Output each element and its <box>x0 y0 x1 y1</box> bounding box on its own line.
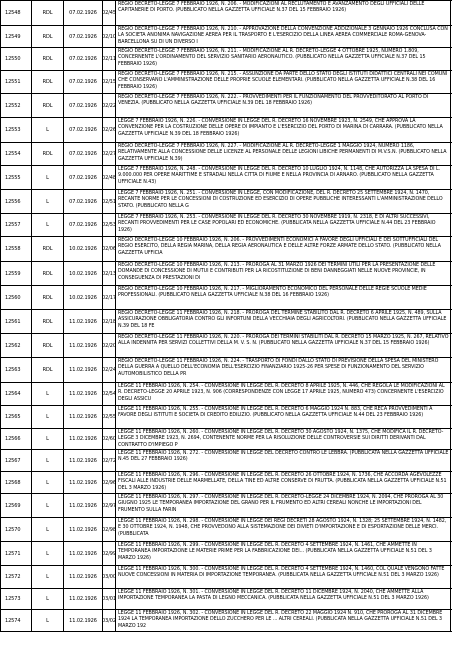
record-number: 12553 <box>0 118 32 142</box>
act-reference: 02/45 <box>103 1 116 25</box>
act-type: L <box>32 118 64 142</box>
act-type: RDL <box>32 334 64 357</box>
act-type: L <box>32 472 64 493</box>
table-row[interactable] <box>0 334 452 358</box>
table-row[interactable] <box>0 383 452 406</box>
table-row[interactable] <box>0 518 452 542</box>
act-reference: 02/18 <box>103 310 116 333</box>
act-reference: 02/51 <box>103 190 116 213</box>
act-reference: 02/98 <box>103 518 116 541</box>
record-number: 12549 <box>0 26 32 47</box>
act-date: 11.02.1926 <box>64 334 103 357</box>
act-description: LEGGE 11 FEBBRAIO 1926, N. 302. - CONVERSIONE IN LEGGE DEL R. DECRETO 22 MAGGIO 1924 N. 910, CHE PROROGA AL 31 DICEMBRE 1924 LA TEMPORANEA IMPORTAZIONE DELLO ZUCCHERO PER LE ... ALTRI CEREALI. (PUBBLICATA NELLA GAZZETTA UFFICIALE N.51 DEL 3 MARZO 192 <box>116 610 451 631</box>
act-type: RDL <box>32 48 64 70</box>
record-number: 12555 <box>0 166 32 189</box>
record-number: 12562 <box>0 334 32 357</box>
act-date: 11.02.1926 <box>64 383 103 405</box>
act-description: LEGGE 7 FEBBRAIO 1926, N. 248. - CONVERSIONE IN LEGGE DEL R. DECRETO 10 LUGLIO 1924, N. 1148, CHE AUTORIZZA LA SPESA DI L. 9.000.000 PER OPERE MARITTIME E STRADALI NELLA CITTA DI FIUME E NELLA PROVINCIA DI ARNARO. (PUBBLICATO NELLA GAZZETTA UFFICIALE N.43) <box>116 166 451 189</box>
record-number: 12565 <box>0 406 32 428</box>
act-reference: 02/99 <box>103 542 116 565</box>
act-type: RDL <box>32 358 64 382</box>
act-date: 11.02.1926 <box>64 310 103 333</box>
act-description: REGIO DECRETO-LEGGE 7 FEBBRAIO 1926, N. 210. - APPROVAZIONE DELLA CONVENZIONE ADDIZIONALE 3 GENNAIO 1926 CONCLUSA CON LA SOCIETA ANONIMA NAVIGAZIONE AEREA PER IL TRASPORTO E L'ESERCIZIO DELLA LINEA AEREA COMMERCIALE ROMA-GENOVA-BARCELLONA SU DI UN DIVERSO I <box>116 26 451 47</box>
act-reference: 02/20 <box>103 334 116 357</box>
act-type: L <box>32 450 64 471</box>
act-type: RDL <box>32 143 64 165</box>
table-row[interactable] <box>0 118 452 143</box>
act-date: 07.02.1926 <box>64 143 103 165</box>
record-number: 12556 <box>0 190 32 213</box>
act-description: LEGGE 11 FEBBRAIO 1926, N. 298. - CONVERSIONE IN LEGGE DEI REGI DECRETI 28 AGOSTO 1924, N. 1328; 25 SETTEMBRE 1924, N. 1482, E 30 OTTOBRE 1924, N. 1948, CHE PROVVEDONO ALLA SISTEMAZIONE DEI DIVIETI D'IMPORTAZIONE E DI ESPORTAZIONE DELLE MERCI. (PUBBLICATA <box>116 518 451 541</box>
table-row[interactable] <box>0 71 452 94</box>
act-type: L <box>32 589 64 609</box>
act-type: RDL <box>32 286 64 309</box>
record-number: 12564 <box>0 383 32 405</box>
act-date: 11.02.1926 <box>64 358 103 382</box>
record-number: 12554 <box>0 143 32 165</box>
table-row[interactable] <box>0 610 452 632</box>
act-type: RDL <box>32 1 64 25</box>
act-description: REGIO DECRETO-LEGGE 10 FEBBRAIO 1926, N. 213. - PROROGA AL 31 MARZO 1926 DEI TERMINI UTILI PER LA PRESENTAZIONE DELLE DOMANDE DI CONCESSIONE DI MUTUI E CONTRIBUTI PER LA RICOSTITUZIONE DI BENI DANNEGGIATI NELLE NUOVE PROVINCIE, IN CONSEGUENZA DI PRESTAZIONI DI <box>116 262 451 285</box>
act-reference: 02/55 <box>103 406 116 428</box>
table-row[interactable] <box>0 406 452 429</box>
record-number: 12558 <box>0 237 32 261</box>
act-type: L <box>32 190 64 213</box>
record-number: 12566 <box>0 429 32 449</box>
act-date: 07.02.1926 <box>64 71 103 93</box>
act-date: 07.02.1926 <box>64 1 103 25</box>
table-row[interactable] <box>0 166 452 190</box>
act-date: 07.02.1926 <box>64 166 103 189</box>
act-date: 07.02.1926 <box>64 190 103 213</box>
act-description: LEGGE 7 FEBBRAIO 1926, N. 253. - CONVERSIONE IN LEGGE DEL R. DECRETO 30 NOVEMBRE 1919, N. 2318, E DI ALTRI SUCCESSIVI, RECANTI PROVVEDIMENTI PER LE CASE POPOLARI ED ECONOMICHE. (PUBBLICATA NELLA GAZZETTA UFFICIALE N.44 DEL 23 FEBBRAIO 1926) <box>116 214 451 236</box>
act-description: REGIO DECRETO-LEGGE 11 FEBBRAIO 1926, N. 220. - PROROGA DEI TERMINI STABILITI DAL R. DECRETO 15 MARZO 1925, N. 267, RELATIVO ALLA INDENNITA PER SERVIZI COLLETTIVI DELLA M. V. S. N. (PUBBLICATO NELLA GAZZETTA UFFICIALE N.37 DEL 15 FEBBRAIO 1926) <box>116 334 451 357</box>
act-reference: 02/11 <box>103 48 116 70</box>
table-row[interactable] <box>0 190 452 214</box>
act-type: L <box>32 214 64 236</box>
act-reference: 02/24 <box>103 358 116 382</box>
act-reference: 02/72 <box>103 450 116 471</box>
act-type: L <box>32 383 64 405</box>
act-description: REGIO DECRETO-LEGGE 7 FEBBRAIO 1926, N. 215. - ASSUNZIONE DA PARTE DELLO STATO DEGLI ISTITUTI DIDATTICI CENTRALI NEI COMUNI CHE CONSERVANO L'AMMINISTRAZIONE DELLE PROPRIE SCUOLE ELEMENTARI. (PUBBLICATO NELLA GAZZETTA UFFICIALE N.38 DEL 16 FEBBRAIO 1926) <box>116 71 451 93</box>
table-row[interactable] <box>0 429 452 450</box>
act-description: LEGGE 11 FEBBRAIO 1926, N. 297. - CONVERSIONE IN LEGGE DEL R. DECRETO-LEGGE 24 DICEMBRE 1924, N. 2094, CHE PROROGA AL 30 GIUGNO 1925 LE TEMPORANEA IMPORTAZIONE DEL GRANO PER IL FRUMENTO ED ALTRI CEREALI NONCHE LE IMPORTAZIONI DEL FRUMENTO SULLA FARIN <box>116 494 451 517</box>
act-description: LEGGE 7 FEBBRAIO 1926, N. 251. - CONVERSIONE IN LEGGE, CON MODIFICAZIONE, DEL R. DECRETO 25 SETTEMBRE 1924, N. 1470, RECANTE NORME PER LE CONCESSIONI DI COSTRUZIONE ED ESERCIZIO DI OPERE PUBBLICHE INTERESSANTI L'AMMINISTRAZIONE DELLO STATO. (PUBBLICATO NELLA G <box>116 190 451 213</box>
act-date: 10.02.1926 <box>64 286 103 309</box>
act-description: REGIO DECRETO-LEGGE 10 FEBBRAIO 1926, N. 217. - MIGLIORAMENTO ECONOMICO DEL PERSONALE DELLE REGIE SCUOLE MEDIE PROFESSIONALI. (PUBBLICATO NELLA GAZZETTA UFFICIALE N.38 DEL 16 FEBBRAIO 1926) <box>116 286 451 309</box>
act-reference: 02/27 <box>103 143 116 165</box>
table-row[interactable] <box>0 566 452 589</box>
table-row[interactable] <box>0 472 452 494</box>
act-reference: 02/60 <box>103 429 116 449</box>
record-number: 12573 <box>0 589 32 609</box>
act-date: 10.02.1926 <box>64 262 103 285</box>
act-date: 11.02.1926 <box>64 450 103 471</box>
act-date: 11.02.1926 <box>64 542 103 565</box>
act-description: REGIO DECRETO-LEGGE 7 FEBBRAIO 1926, N. 222. - PROVVEDIMENTI PER IL FUNZIONAMENTO DEL PROVVEDITORATO AL PORTO DI VENEZIA. (PUBBLICATO NELLA GAZZETTA UFFICIALE N.39 DEL 18 FEBBRAIO 1926) <box>116 94 451 117</box>
act-date: 11.02.1926 <box>64 472 103 493</box>
record-number: 12563 <box>0 358 32 382</box>
act-date: 11.02.1926 <box>64 589 103 609</box>
act-reference: 03/00 <box>103 566 116 588</box>
act-description: LEGGE 11 FEBBRAIO 1926, N. 272. - CONVERSIONE IN LEGGE DEL DECRETO CONTRO LE LEBBRA. (PUBBLICATA NELLA GAZZETTA UFFICIALE N.45 DEL 27 FEBBRAIO 1926) <box>116 450 451 471</box>
act-description: LEGGE 11 FEBBRAIO 1926, N. 296. - CONVERSIONE IN LEGGE DEL R. DECRETO 26 OTTOBRE 1924, N. 1736, CHE ACCORDA AGEVOLEZZE FISCALI ALLE INDUSTRIE DELLE MARMELLATE, DELLA TINE ED ALTRE CONSERVE DI FRUTTA. (PUBBLICATA NELLA GAZZETTA UFFICIALE N.51 DEL 3 MARZO 1926) <box>116 472 451 493</box>
act-reference: 03/01 <box>103 589 116 609</box>
act-reference: 02/06 <box>103 237 116 261</box>
act-type: RDL <box>32 94 64 117</box>
record-number: 12557 <box>0 214 32 236</box>
table-row[interactable] <box>0 589 452 610</box>
table-row[interactable] <box>0 262 452 286</box>
act-description: LEGGE 11 FEBBRAIO 1926, N. 301. - CONVERSIONE IN LEGGE DEL R. DECRETO 11 DICEMBRE 1924, N. 2040, CHE AMMETTE ALLA IMPORTAZIONE TEMPORANEA LA PASTA DI LEGNO MECCANICA. (PUBBLICATA NELLA GAZZETTA UFFICIALE N.51 DEL 3 MARZO 1926) <box>116 589 451 609</box>
act-date: 07.02.1926 <box>64 26 103 47</box>
act-description: LEGGE 11 FEBBRAIO 1926, N. 299. - CONVERSIONE IN LEGGE DEL R. DECRETO 4 SETTEMBRE 1924, N. 1461, CHE AMMETTE IN TEMPORANEA IMPORTAZIONE LE MATERIE PRIME PER LA FABBRICAZIONE DEI... (PUBBLICATA NELLA GAZZETTA UFFICIALE N.51 DEL 3 MARZO 1926) <box>116 542 451 565</box>
table-row[interactable] <box>0 214 452 237</box>
record-number: 12574 <box>0 610 32 631</box>
table-row[interactable] <box>0 450 452 472</box>
table-row[interactable] <box>0 237 452 262</box>
act-reference: 02/54 <box>103 383 116 405</box>
act-description: REGIO DECRETO-LEGGE 10 FEBBRAIO 1926, N. 206. - PROVVEDIMENTI ECONOMICI A FAVORE DEGLI UFFICIALI E DEI SOTTUFFICIALI DEL REGIO ESERCITO, DELLA REGIA MARINA, DELLA REGIA AERONAUTICA E DELLE ALTRE FORZE ARMATE DELLO STATO. (PUBBLICATO NELLA GAZZETTA UFFICIA <box>116 237 451 261</box>
act-description: LEGGE 11 FEBBRAIO 1926, N. 300. - CONVERSIONE IN LEGGE DEL R. DECRETO 4 SETTEMBRE 1924, N. 1460, COL QUALE VENGONO FATTE NUOVE CONCESSIONI IN MATERIA DI IMPORTAZIONE TEMPORANEA. (PUBBLICATA NELLA GAZZETTA UFFICIALE N.51 DEL 3 MARZO 1926) <box>116 566 451 588</box>
act-type: L <box>32 610 64 631</box>
table-row[interactable] <box>0 310 452 334</box>
act-type: RDL <box>32 262 64 285</box>
act-type: RDL <box>32 237 64 261</box>
act-type: RDL <box>32 310 64 333</box>
act-reference: 03/02 <box>103 610 116 631</box>
table-row[interactable] <box>0 94 452 118</box>
act-reference: 02/22 <box>103 94 116 117</box>
table-row[interactable] <box>0 26 452 48</box>
act-description: LEGGE 7 FEBBRAIO 1926, N. 226. - CONVERSIONE IN LEGGE DEL R. DECRETO 16 NOVEMBRE 1923, N. 2549, CHE APPROVA LA CONVENZIONE PER LA COSTRUZIONE DELLE OPERE DI IMPIANTO E L'ESERCIZIO DEL PORTO DI MARINA DI CARRARA. (PUBBLICATO NELLA GAZZETTA UFFICIALE N.39 DEL 18 FEBBRAIO 1926) <box>116 118 451 142</box>
record-number: 12559 <box>0 262 32 285</box>
act-description: REGIO DECRETO-LEGGE 7 FEBBRAIO 1926, N. 206. - MODIFICAZIONI AL RECLUTAMENTO E AVANZAMENTO DEGLI UFFICIALI DELLE CAPITANERIE DI PORTO. (PUBBLICATO NELLA GAZZETTA UFFICIALE N.37 DEL 15 FEBBRAIO 1926) <box>116 1 451 25</box>
act-type: L <box>32 166 64 189</box>
act-date: 07.02.1926 <box>64 48 103 70</box>
table-row[interactable] <box>0 494 452 518</box>
act-reference: 02/26 <box>103 118 116 142</box>
act-date: 11.02.1926 <box>64 610 103 631</box>
act-reference: 02/10 <box>103 26 116 47</box>
act-reference: 02/53 <box>103 214 116 236</box>
table-row[interactable] <box>0 48 452 71</box>
act-type: L <box>32 494 64 517</box>
act-type: L <box>32 542 64 565</box>
record-number: 12551 <box>0 71 32 93</box>
act-type: L <box>32 566 64 588</box>
act-reference: 02/15 <box>103 71 116 93</box>
record-number: 12568 <box>0 472 32 493</box>
act-description: REGIO DECRETO-LEGGE 11 FEBBRAIO 1926, N. 224. - TRASPORTO DI FONDI DALLO STATO DI PREVISIONE DELLA SPESA DEL MINISTERO DELLA GUERRA A QUELLO DELL'ECONOMIA DELL'ESERCIZIO FINANZIARIO 1925-26 PER SPESE DI FUNZIONAMENTO DEL SERVIZIO AUTOMOBILISTICO DELLA PR <box>116 358 451 382</box>
act-type: RDL <box>32 71 64 93</box>
record-number: 12567 <box>0 450 32 471</box>
table-row[interactable] <box>0 358 452 383</box>
act-date: 11.02.1926 <box>64 494 103 517</box>
act-date: 11.02.1926 <box>64 429 103 449</box>
act-description: REGIO DECRETO-LEGGE 11 FEBBRAIO 1926, N. 218. - PROROGA DEL TERMINE STABILITO DAL R. DECRETO 6 APRILE 1925, N. 489, SULLA ASSICURAZIONE OBBLIGATORIA CONTRO GLI INFORTUNI DELLA VECCHIAIA DEGLI AGRICOLTORI. (PUBBLICATO NELLA GAZZETTA UFFICIALE N.39 DEL 18 FE <box>116 310 451 333</box>
act-description: LEGGE 11 FEBBRAIO 1926, N. 260. - CONVERSIONE IN LEGGE DEL R. DECRETO 30 AGOSTO 1924, N. 1375, CHE MODIFICA IL R. DECRETO-LEGGE 3 DICEMBRE 1923, N. 2694, CONTENENTE NORME PER LA RISOLUZIONE DELLE CONTROVERSIE SUI DIRITTI DERIVANTI DAL CONTRATTO D'IMPIEGO P <box>116 429 451 449</box>
record-number: 12569 <box>0 494 32 517</box>
act-date: 07.02.1926 <box>64 118 103 142</box>
record-number: 12570 <box>0 518 32 541</box>
act-reference: 02/96 <box>103 472 116 493</box>
act-date: 11.02.1926 <box>64 566 103 588</box>
act-type: L <box>32 406 64 428</box>
act-description: LEGGE 11 FEBBRAIO 1926, N. 254. - CONVERSIONE IN LEGGE DEL R. DECRETO 8 APRILE 1925, N. 446, CHE REGOLA LE MODIFICAZIONI AL R. DECRETO-LEGGE 20 APRILE 1923, N. 906 (CORRESPONDENZE CON LEGGE 17 APRILE 1925, NUMERO 473) CONCERNENTE L'ESERCIZIO DEGLI ASSICU <box>116 383 451 405</box>
act-date: 11.02.1926 <box>64 406 103 428</box>
act-date: 11.02.1926 <box>64 518 103 541</box>
act-type: L <box>32 518 64 541</box>
record-number: 12561 <box>0 310 32 333</box>
record-number: 12560 <box>0 286 32 309</box>
record-number: 12550 <box>0 48 32 70</box>
record-number: 12572 <box>0 566 32 588</box>
table-row[interactable] <box>0 286 452 310</box>
act-description: REGIO DECRETO-LEGGE 7 FEBBRAIO 1926, N. 227. - MODIFICAZIONE AL R. DECRETO-LEGGE 1 MAGGIO 1924, NUMERO 1186, RELATIVAMENTE ALLA CONCESSIONE DELLE LICENZE AL PERSONALE DELLE LEGIONI LIBICHE PERMANENTI DI M.V.S.N. (PUBBLICATO NELLA GAZZETTA UFFICIALE N.39) <box>116 143 451 165</box>
act-date: 10.02.1926 <box>64 237 103 261</box>
act-reference: 02/17 <box>103 286 116 309</box>
act-date: 07.02.1926 <box>64 214 103 236</box>
record-number: 12548 <box>0 1 32 25</box>
record-number: 12552 <box>0 94 32 117</box>
record-number: 12571 <box>0 542 32 565</box>
act-description: LEGGE 11 FEBBRAIO 1926, N. 255. - CONVERSIONE IN LEGGE DEL R. DECRETO 6 MAGGIO 1924 N. 883, CHE RECA PROVVEDIMENTI A FAVORE DEGLI ISTITUTI E SOCIETA DI CREDITO EDILIZIO. (PUBBLICATO NELLA GAZZETTA UFFICIALE N.44 DEL 23 FEBBRAIO 1926) <box>116 406 451 428</box>
table-row[interactable] <box>0 542 452 566</box>
act-description: REGIO DECRETO-LEGGE 7 FEBBRAIO 1926, N. 211. - MODIFICAZIONE AL R. DECRETO-LEGGE 4 OTTOBRE 1925, NUMERO 1.809, CONCERNENTE L'ORDINAMENTO DEL SERVIZIO SANITARIO AERONAUTICO. (PUBBLICATO NELLA GAZZETTA UFFICIALE N.37 DEL 15 FEBBRAIO 1926) <box>116 48 451 70</box>
act-reference: 02/48 <box>103 166 116 189</box>
act-date: 07.02.1926 <box>64 94 103 117</box>
table-row[interactable] <box>0 1 452 26</box>
act-reference: 02/13 <box>103 262 116 285</box>
act-type: RDL <box>32 26 64 47</box>
table-row[interactable] <box>0 143 452 166</box>
act-reference: 02/97 <box>103 494 116 517</box>
act-type: L <box>32 429 64 449</box>
